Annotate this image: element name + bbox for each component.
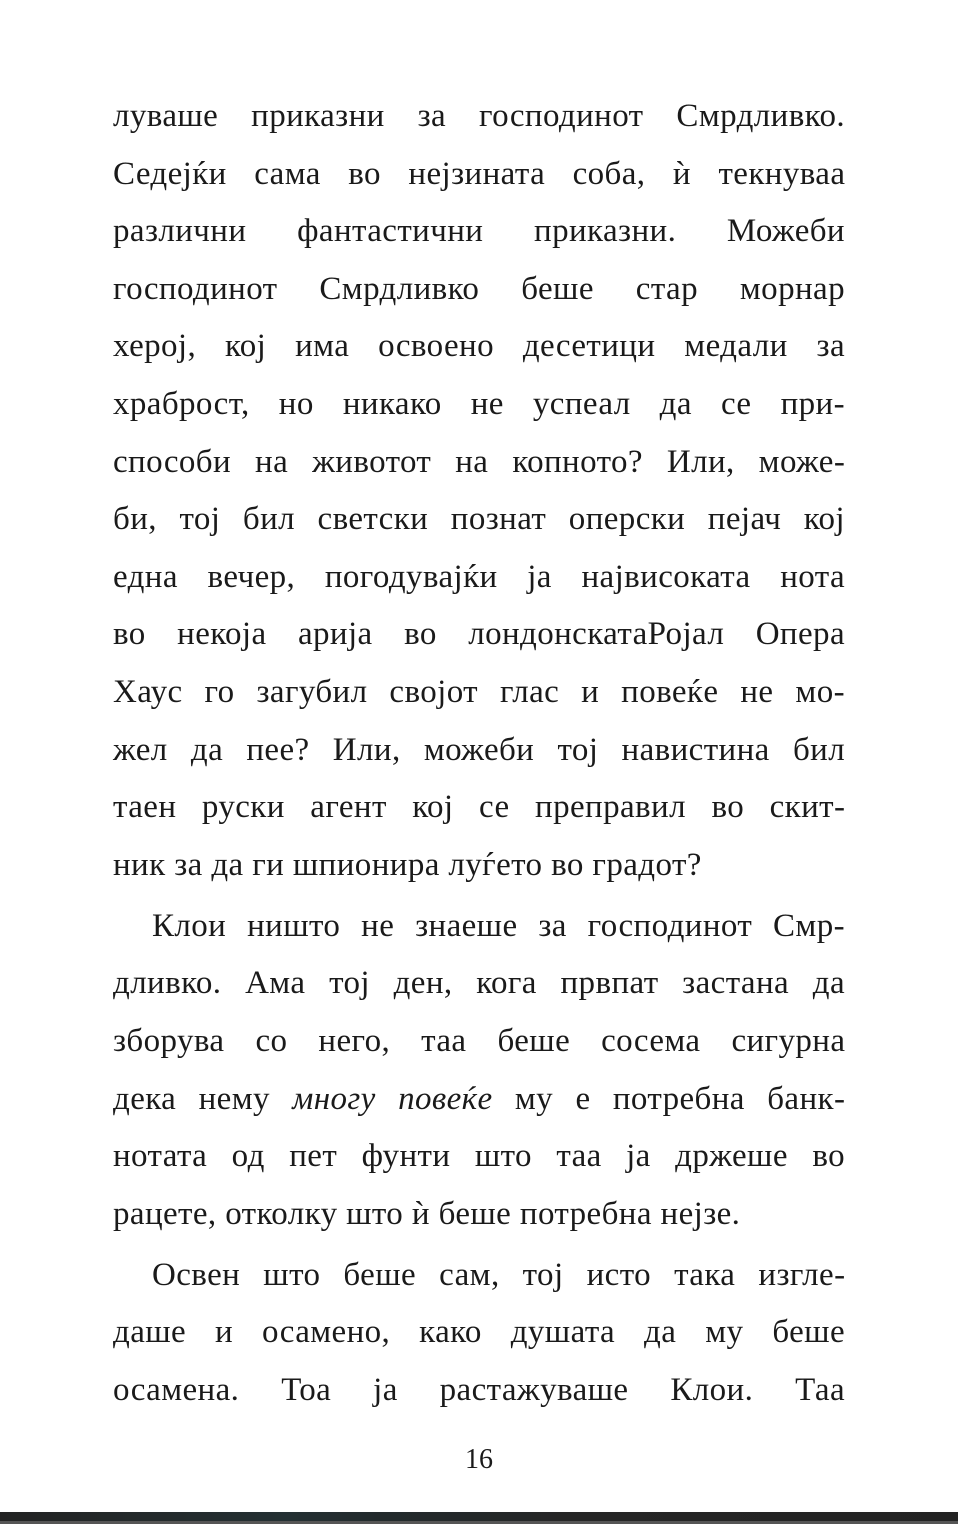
paragraph-1 — [113, 88, 845, 894]
text-line: една вечер, погодувајќи ја највисоката нота — [113, 558, 846, 595]
text-line: нотата од пет фунти што таа ја држеше во — [113, 1138, 845, 1175]
text-line: во некоја арија во лондонскатаРојал Опера — [113, 616, 845, 653]
text-line: храброст, но никако не успеал да се при- — [113, 385, 845, 422]
paragraph-2 — [113, 898, 845, 1244]
reader-bottom-bar — [0, 1512, 958, 1524]
body-text — [113, 88, 845, 1420]
text-line: дливко. Ама тој ден, кога првпат застана да — [113, 965, 845, 1002]
text-segment: дека нему — [113, 1080, 293, 1117]
paragraph-3 — [113, 1247, 845, 1420]
text-line: херој, кој има освоено десетици медали за — [113, 328, 845, 365]
text-line: Хаус го загубил својот глас и повеќе не мо- — [113, 673, 845, 710]
text-line: различни фантастични приказни. Можеби — [113, 213, 845, 250]
text-line: Седејќи сама во нејзината соба, ѝ текнуваа — [113, 155, 846, 192]
text-line: даше и осамено, како душата да му беше — [113, 1314, 845, 1351]
text-line: зборува со него, таа беше сосема сигурна — [113, 1023, 846, 1059]
text-line: таен руски агент кој се преправил во скит- — [113, 789, 846, 826]
text-line-paragraph-end: рацете, отколку што ѝ беше потребна нејзе. — [113, 1195, 741, 1232]
text-line-indented: Освен што беше сам, тој исто така изгле- — [152, 1256, 846, 1293]
text-line: луваше приказни за господинот Смрдливко. — [113, 98, 845, 134]
text-line: осамена. Тоа ја растажуваше Клои. Таа — [113, 1372, 845, 1409]
text-line: жел да пее? Или, можеби тој навистина бил — [113, 731, 846, 768]
text-segment: му е потребна банк- — [492, 1080, 846, 1117]
text-line: господинот Смрдливко беше стар морнар — [113, 270, 845, 307]
text-line-paragraph-end: ник за да ги шпионира луѓето во градот? — [113, 846, 702, 883]
text-line: би, тој бил светски познат оперски пејач кој — [113, 501, 845, 538]
text-line-with-emphasis — [113, 1071, 845, 1129]
text-line-indented: Клои ништо не знаеше за господинот Смр- — [152, 907, 845, 944]
page-number: 16 — [465, 1444, 493, 1475]
emphasized-text: многу повеќе — [292, 1080, 493, 1117]
text-line: способи на животот на копното? Или, може- — [113, 443, 846, 480]
